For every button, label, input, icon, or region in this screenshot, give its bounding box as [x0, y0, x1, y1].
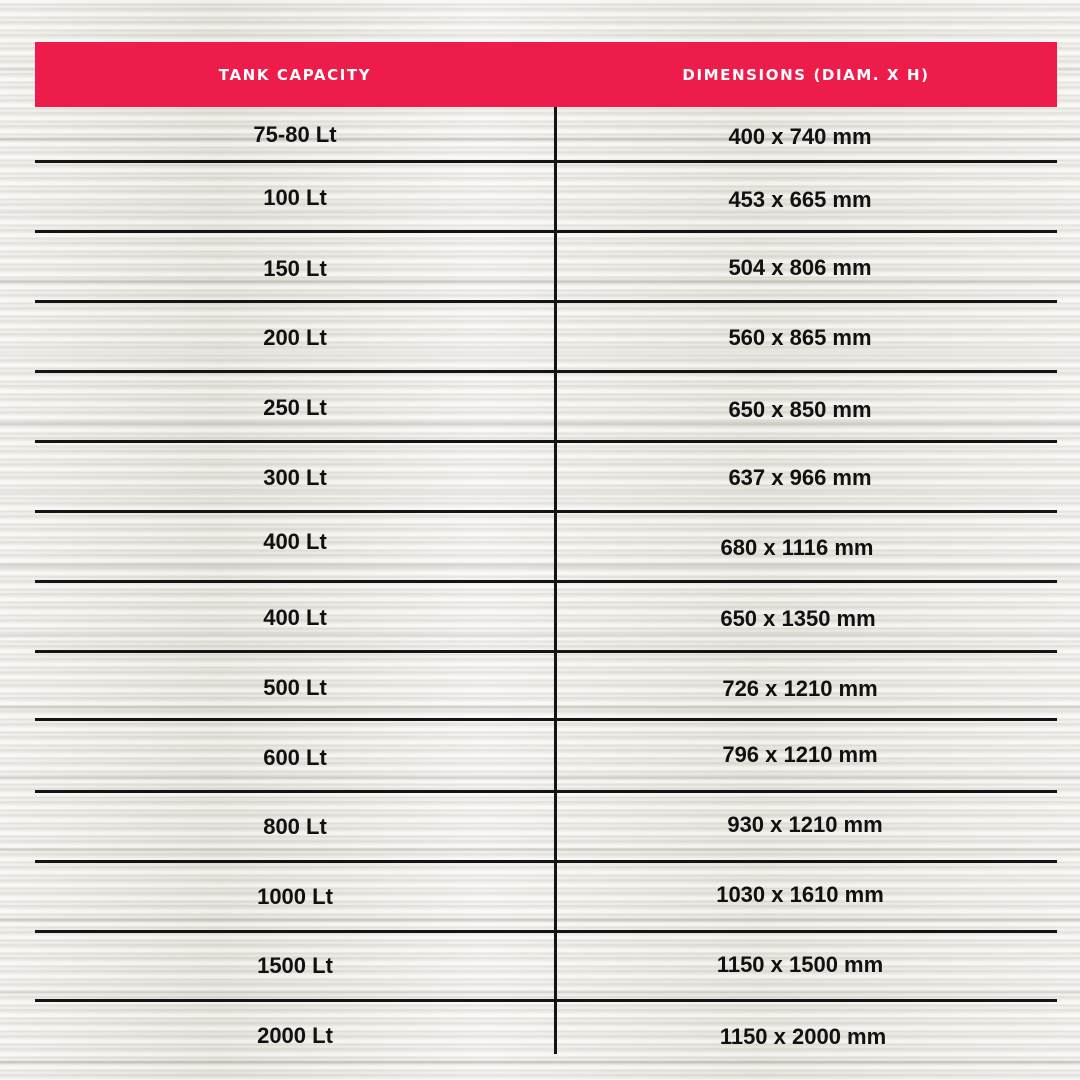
- dimensions-cell: 1030 x 1610 mm: [716, 882, 884, 907]
- row-divider: [35, 580, 1057, 583]
- dimensions-cell: 400 x 740 mm: [728, 124, 872, 149]
- capacity-cell: 1000 Lt: [257, 884, 333, 909]
- dimensions-cell: 1150 x 2000 mm: [719, 1024, 887, 1049]
- row-divider: [35, 230, 1057, 233]
- table-header: [35, 42, 1057, 107]
- row-divider: [35, 999, 1057, 1002]
- capacity-cell: 600 Lt: [263, 745, 327, 770]
- capacity-cell: 400 Lt: [263, 529, 327, 554]
- capacity-cell: 75-80 Lt: [253, 122, 337, 147]
- capacity-cell: 250 Lt: [263, 395, 327, 420]
- row-divider: [35, 300, 1057, 303]
- dimensions-cell: 650 x 850 mm: [728, 397, 872, 422]
- dimensions-cell: 453 x 665 mm: [728, 187, 872, 212]
- row-divider: [35, 930, 1057, 933]
- row-divider: [35, 370, 1057, 373]
- capacity-cell: 400 Lt: [263, 605, 327, 630]
- capacity-cell: 200 Lt: [263, 325, 327, 350]
- dimensions-cell: 504 x 806 mm: [728, 255, 872, 280]
- header-dimensions: DIMENSIONS (DIAM. X H): [682, 66, 930, 84]
- row-divider: [35, 650, 1057, 653]
- dimensions-cell: 1150 x 1500 mm: [716, 952, 884, 977]
- capacity-cell: 500 Lt: [263, 675, 327, 700]
- row-divider: [35, 790, 1057, 793]
- dimensions-cell: 650 x 1350 mm: [720, 606, 876, 631]
- capacity-cell: 2000 Lt: [257, 1023, 333, 1048]
- dimensions-cell: 680 x 1116 mm: [720, 535, 874, 560]
- dimensions-cell: 796 x 1210 mm: [722, 742, 878, 767]
- capacity-cell: 300 Lt: [263, 465, 327, 490]
- capacity-cell: 800 Lt: [263, 814, 327, 839]
- capacity-cell: 1500 Lt: [257, 953, 333, 978]
- row-divider: [35, 718, 1057, 721]
- capacity-cell: 150 Lt: [263, 256, 327, 281]
- row-divider: [35, 860, 1057, 863]
- dimensions-cell: 637 x 966 mm: [728, 465, 872, 490]
- row-divider: [35, 510, 1057, 513]
- dimensions-cell: 726 x 1210 mm: [722, 676, 878, 701]
- row-divider: [35, 160, 1057, 163]
- row-divider: [35, 440, 1057, 443]
- dimensions-cell: 930 x 1210 mm: [727, 812, 883, 837]
- capacity-cell: 100 Lt: [263, 185, 327, 210]
- dimensions-cell: 560 x 865 mm: [728, 325, 872, 350]
- header-tank-capacity: TANK CAPACITY: [218, 66, 372, 84]
